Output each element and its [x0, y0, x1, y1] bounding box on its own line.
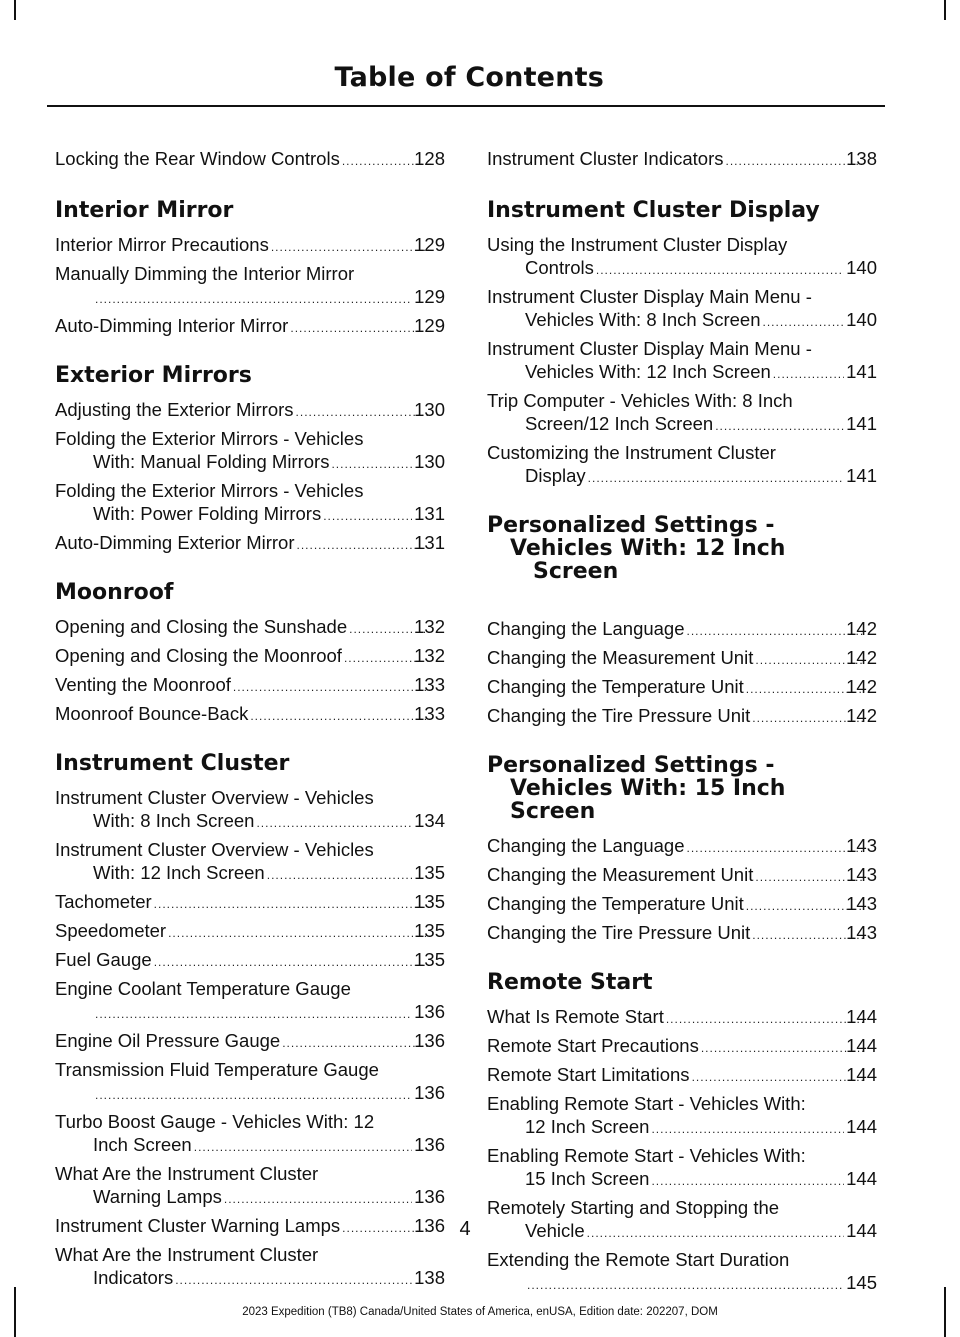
- toc-entry[interactable]: [487, 921, 877, 947]
- toc-entry-page: 138: [414, 1267, 445, 1288]
- toc-entry-title-cont: Display: [525, 465, 586, 486]
- toc-entry-title-cont: Warning Lamps: [93, 1186, 222, 1207]
- section-heading-line: Vehicles With: 15 Inch: [510, 776, 786, 801]
- toc-entry-page: 132: [414, 616, 445, 637]
- toc-entry[interactable]: [487, 892, 877, 918]
- page-title: Table of Contents: [334, 62, 604, 93]
- toc-entry-page: 130: [414, 399, 445, 420]
- toc-entry-title: Trip Computer - Vehicles With: 8 Inch: [487, 390, 793, 411]
- toc-entry-title: Auto-Dimming Exterior Mirror: [55, 532, 295, 553]
- toc-entry-page: 129: [414, 315, 445, 336]
- leader-dots: [725, 150, 863, 173]
- toc-entry-page: 133: [414, 703, 445, 724]
- section-heading-line: Screen: [510, 799, 596, 824]
- toc-entry[interactable]: [55, 838, 445, 887]
- toc-entry-page: 135: [414, 862, 445, 883]
- toc-entry-page: 144: [846, 1220, 877, 1241]
- leader-dots: [95, 1003, 412, 1026]
- leader-dots: [323, 505, 412, 528]
- toc-entry-title-cont: Vehicles With: 12 Inch Screen: [525, 361, 771, 382]
- toc-entry-page: 136: [414, 1215, 445, 1236]
- leader-dots: [250, 705, 431, 728]
- leader-dots: [271, 236, 431, 259]
- toc-entry-title: Changing the Tire Pressure Unit: [487, 705, 751, 726]
- toc-entry-title: Remotely Starting and Stopping the: [487, 1197, 780, 1218]
- toc-entry[interactable]: [487, 704, 877, 730]
- toc-entry-title-cont: Vehicle: [525, 1220, 585, 1241]
- leader-dots: [651, 1170, 844, 1193]
- toc-entry-page: 143: [846, 893, 877, 914]
- toc-entry[interactable]: [55, 262, 445, 311]
- toc-entry[interactable]: [55, 673, 445, 699]
- toc-entry-title: What Are the Instrument Cluster: [55, 1163, 319, 1184]
- leader-dots: [773, 363, 844, 386]
- leader-dots: [154, 893, 431, 916]
- section-heading-line: Personalized Settings -: [487, 513, 775, 538]
- toc-entry[interactable]: [487, 1248, 877, 1297]
- toc-entry[interactable]: [55, 1162, 445, 1211]
- toc-entry[interactable]: [55, 427, 445, 476]
- footer-edition-info: 2023 Expedition (TB8) Canada/United States of America, enUSA, Edition date: 202207, DOM: [242, 1306, 718, 1318]
- toc-entry-title: Customizing the Instrument Cluster: [487, 442, 776, 463]
- toc-entry[interactable]: [55, 531, 445, 557]
- toc-entry[interactable]: [487, 1005, 877, 1031]
- toc-entry-page: 142: [846, 676, 877, 697]
- toc-entry[interactable]: [487, 1034, 877, 1060]
- toc-entry-title: What Is Remote Start: [487, 1006, 664, 1027]
- leader-dots: [687, 620, 864, 643]
- toc-entry[interactable]: [487, 147, 877, 173]
- toc-entry-page: 142: [846, 647, 877, 668]
- toc-entry-title: Enabling Remote Start - Vehicles With:: [487, 1145, 806, 1166]
- toc-entry-page: 136: [414, 1082, 445, 1103]
- leader-dots: [527, 1274, 844, 1297]
- leader-dots: [95, 288, 412, 311]
- toc-entry-page: 141: [846, 361, 877, 382]
- toc-entry[interactable]: [55, 615, 445, 641]
- toc-entry-title: Auto-Dimming Interior Mirror: [55, 315, 289, 336]
- toc-entry[interactable]: [487, 1144, 877, 1193]
- toc-entry[interactable]: [487, 337, 877, 386]
- toc-entry[interactable]: [55, 479, 445, 528]
- crop-mark: [14, 0, 16, 20]
- leader-dots: [297, 534, 432, 557]
- leader-dots: [701, 1037, 863, 1060]
- toc-entry-page: 136: [414, 1030, 445, 1051]
- toc-entry-page: 131: [414, 532, 445, 553]
- toc-entry-page: 129: [414, 286, 445, 307]
- leader-dots: [588, 467, 844, 490]
- toc-entry-title: Instrument Cluster Display Main Menu -: [487, 338, 812, 359]
- leader-dots: [282, 1032, 431, 1055]
- toc-entry[interactable]: [55, 1243, 445, 1292]
- toc-entry-title-cont: With: Manual Folding Mirrors: [93, 451, 330, 472]
- leader-dots: [168, 922, 431, 945]
- section-heading-line: Personalized Settings -: [487, 753, 775, 778]
- toc-entry[interactable]: [55, 1058, 445, 1107]
- crop-mark: [944, 0, 946, 20]
- toc-entry-title: Enabling Remote Start - Vehicles With:: [487, 1093, 806, 1114]
- toc-entry-page: 138: [846, 148, 877, 169]
- toc-entry-title-cont: With: Power Folding Mirrors: [93, 503, 322, 524]
- toc-entry-title: What Are the Instrument Cluster: [55, 1244, 319, 1265]
- toc-entry-title: Using the Instrument Cluster Display: [487, 234, 788, 255]
- leader-dots: [687, 837, 864, 860]
- toc-entry-page: 144: [846, 1035, 877, 1056]
- leader-dots: [256, 812, 412, 835]
- toc-entry-title: Speedometer: [55, 920, 167, 941]
- toc-entry[interactable]: [55, 1110, 445, 1159]
- section-heading: [487, 514, 877, 583]
- toc-entry-page: 133: [414, 674, 445, 695]
- leader-dots: [267, 864, 412, 887]
- toc-entry-title-cont: Inch Screen: [93, 1134, 192, 1155]
- toc-entry-page: 136: [414, 1001, 445, 1022]
- toc-entry-title: Instrument Cluster Display Main Menu -: [487, 286, 812, 307]
- toc-entry[interactable]: [487, 389, 877, 438]
- toc-entry-page: 144: [846, 1168, 877, 1189]
- toc-entry-title: Changing the Temperature Unit: [487, 676, 744, 697]
- toc-entry-title: Opening and Closing the Moonroof: [55, 645, 342, 666]
- toc-entry[interactable]: [55, 948, 445, 974]
- toc-entry-title-cont: Screen/12 Inch Screen: [525, 413, 714, 434]
- toc-entry-page: 141: [846, 413, 877, 434]
- toc-entry-title: Venting the Moonroof: [55, 674, 231, 695]
- toc-entry[interactable]: [487, 1092, 877, 1141]
- toc-entry[interactable]: [55, 147, 445, 173]
- toc-entry-title: Interior Mirror Precautions: [55, 234, 269, 255]
- toc-entry[interactable]: [487, 834, 877, 860]
- section-heading: Interior Mirror: [55, 198, 234, 223]
- leader-dots: [175, 1269, 412, 1292]
- toc-entry-title: Changing the Measurement Unit: [487, 647, 754, 668]
- leader-dots: [290, 317, 431, 340]
- section-heading: Remote Start: [487, 970, 653, 995]
- toc-entry-title-cont: Indicators: [93, 1267, 174, 1288]
- toc-entry-title: Instrument Cluster Indicators: [487, 148, 724, 169]
- toc-entry[interactable]: [55, 398, 445, 424]
- toc-entry-title-cont: 12 Inch Screen: [525, 1116, 650, 1137]
- toc-entry-title: Instrument Cluster Warning Lamps: [55, 1215, 341, 1236]
- toc-entry-page: 135: [414, 949, 445, 970]
- toc-entry-page: 129: [414, 234, 445, 255]
- toc-entry[interactable]: [55, 314, 445, 340]
- toc-entry-title: Opening and Closing the Sunshade: [55, 616, 348, 637]
- toc-entry-page: 142: [846, 705, 877, 726]
- section-heading: [487, 754, 877, 823]
- toc-entry[interactable]: [55, 786, 445, 835]
- toc-entry-title-cont: Vehicles With: 8 Inch Screen: [525, 309, 761, 330]
- toc-entry-page: 134: [414, 810, 445, 831]
- toc-entry[interactable]: [487, 863, 877, 889]
- toc-entry-title: Remote Start Precautions: [487, 1035, 699, 1056]
- toc-entry-title: Engine Oil Pressure Gauge: [55, 1030, 281, 1051]
- toc-entry-title: Moonroof Bounce-Back: [55, 703, 249, 724]
- toc-entry[interactable]: [487, 233, 877, 282]
- toc-entry-page: 140: [846, 309, 877, 330]
- toc-entry-page: 144: [846, 1006, 877, 1027]
- toc-entry-page: 143: [846, 835, 877, 856]
- toc-entry-title: Remote Start Limitations: [487, 1064, 690, 1085]
- toc-entry-title: Instrument Cluster Overview - Vehicles: [55, 787, 374, 808]
- leader-dots: [692, 1066, 864, 1089]
- toc-entry-page: 135: [414, 891, 445, 912]
- leader-dots: [762, 311, 844, 334]
- toc-entry[interactable]: [487, 441, 877, 490]
- header-divider: [47, 105, 885, 107]
- toc-entry-title: Engine Coolant Temperature Gauge: [55, 978, 351, 999]
- toc-entry-title: Changing the Language: [487, 835, 685, 856]
- leader-dots: [224, 1188, 412, 1211]
- toc-entry[interactable]: [55, 919, 445, 945]
- leader-dots: [715, 415, 844, 438]
- toc-column-left: [55, 147, 445, 1295]
- toc-entry[interactable]: [55, 1029, 445, 1055]
- toc-entry-page: 130: [414, 451, 445, 472]
- toc-entry-title: Changing the Measurement Unit: [487, 864, 754, 885]
- toc-entry[interactable]: [55, 702, 445, 728]
- toc-entry-title: Changing the Language: [487, 618, 685, 639]
- toc-entry-title: Tachometer: [55, 891, 152, 912]
- toc-entry-page: 145: [846, 1272, 877, 1293]
- toc-entry-title-cont: 15 Inch Screen: [525, 1168, 650, 1189]
- toc-entry-title: Transmission Fluid Temperature Gauge: [55, 1059, 379, 1080]
- toc-entry-title: Manually Dimming the Interior Mirror: [55, 263, 355, 284]
- toc-entry-page: 141: [846, 465, 877, 486]
- toc-entry-page: 136: [414, 1134, 445, 1155]
- section-heading: Exterior Mirrors: [55, 363, 252, 388]
- leader-dots: [233, 676, 431, 699]
- toc-entry-page: 144: [846, 1116, 877, 1137]
- toc-entry-title-cont: With: 12 Inch Screen: [93, 862, 265, 883]
- toc-column-right: [487, 147, 877, 1300]
- leader-dots: [596, 259, 844, 282]
- toc-entry-title: Turbo Boost Gauge - Vehicles With: 12: [55, 1111, 375, 1132]
- section-heading: Moonroof: [55, 580, 174, 605]
- toc-entry[interactable]: [55, 644, 445, 670]
- leader-dots: [331, 453, 412, 476]
- leader-dots: [666, 1008, 863, 1031]
- page-number: 4: [459, 1218, 471, 1240]
- toc-entry-page: 144: [846, 1064, 877, 1085]
- leader-dots: [296, 401, 432, 424]
- toc-entry-page: 132: [414, 645, 445, 666]
- toc-entry-title: Instrument Cluster Overview - Vehicles: [55, 839, 374, 860]
- toc-entry-title: Extending the Remote Start Duration: [487, 1249, 790, 1270]
- toc-entry[interactable]: [487, 617, 877, 643]
- toc-entry-title: Adjusting the Exterior Mirrors: [55, 399, 294, 420]
- toc-entry-title: Folding the Exterior Mirrors - Vehicles: [55, 480, 364, 501]
- section-heading: Instrument Cluster: [55, 751, 290, 776]
- toc-entry-page: 142: [846, 618, 877, 639]
- toc-entry-page: 143: [846, 922, 877, 943]
- toc-entry[interactable]: [487, 646, 877, 672]
- toc-entry-page: 140: [846, 257, 877, 278]
- toc-entry-title: Locking the Rear Window Controls: [55, 148, 340, 169]
- leader-dots: [194, 1136, 412, 1159]
- toc-entry[interactable]: [55, 977, 445, 1026]
- section-heading-line: Vehicles With: 12 Inch Screen: [510, 536, 786, 584]
- toc-entry[interactable]: [55, 233, 445, 259]
- leader-dots: [95, 1084, 412, 1107]
- toc-entry-title-cont: Controls: [525, 257, 594, 278]
- toc-entry-title-cont: With: 8 Inch Screen: [93, 810, 255, 831]
- toc-entry-title: Folding the Exterior Mirrors - Vehicles: [55, 428, 364, 449]
- toc-entry[interactable]: [487, 285, 877, 334]
- toc-entry-page: 128: [414, 148, 445, 169]
- leader-dots: [651, 1118, 844, 1141]
- toc-entry[interactable]: [487, 675, 877, 701]
- section-heading: Instrument Cluster Display: [487, 198, 820, 223]
- toc-entry-title: Changing the Temperature Unit: [487, 893, 744, 914]
- toc-entry-page: 136: [414, 1186, 445, 1207]
- toc-entry-title: Changing the Tire Pressure Unit: [487, 922, 751, 943]
- toc-entry[interactable]: [55, 890, 445, 916]
- toc-entry-page: 131: [414, 503, 445, 524]
- toc-entry-page: 135: [414, 920, 445, 941]
- leader-dots: [154, 951, 431, 974]
- toc-entry[interactable]: [487, 1063, 877, 1089]
- toc-entry-page: 143: [846, 864, 877, 885]
- toc-entry-title: Fuel Gauge: [55, 949, 152, 970]
